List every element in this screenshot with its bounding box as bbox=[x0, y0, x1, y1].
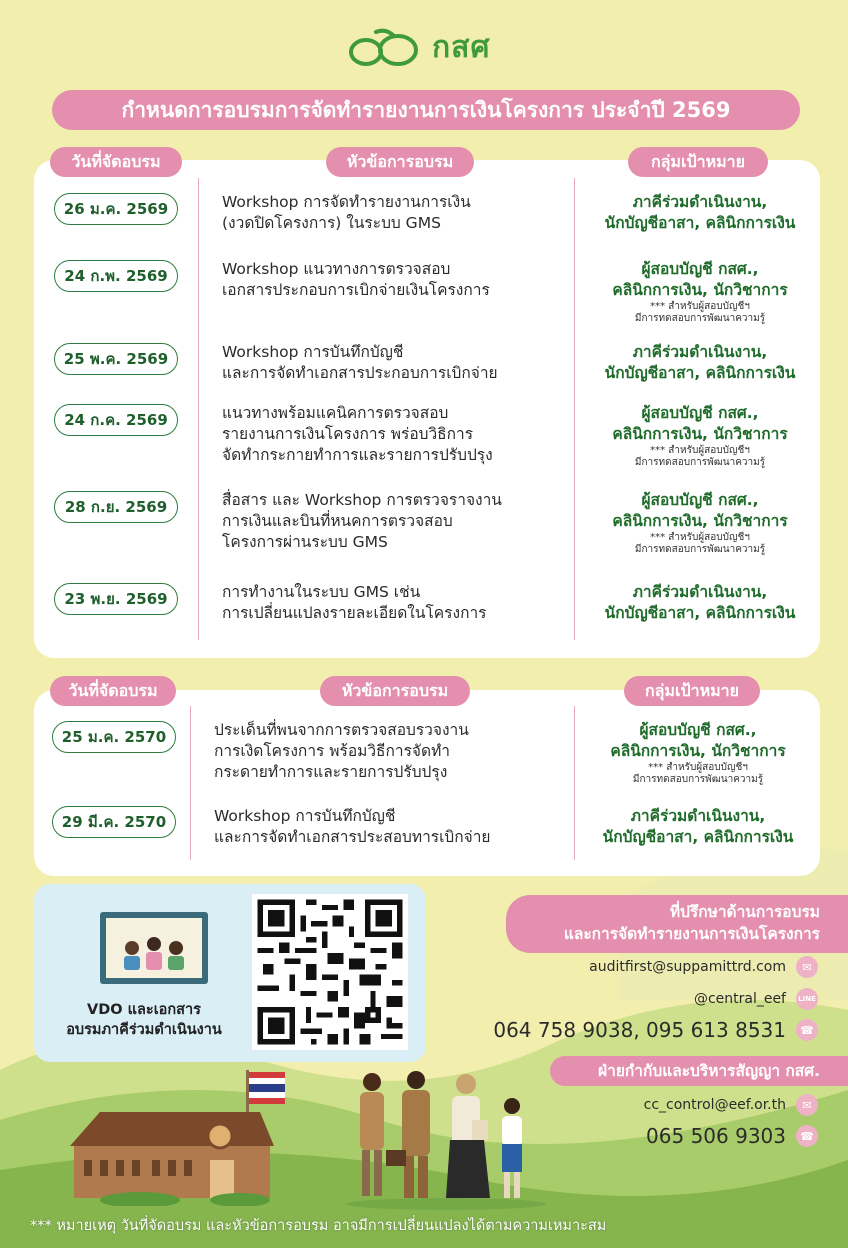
target-group bbox=[580, 342, 820, 384]
topic-line: Workshop การจัดทำรายงานการเงิน bbox=[222, 193, 471, 211]
target-note: *** สำหรับผู้สอบบัญชีฯ bbox=[650, 445, 750, 456]
target-line: ผู้สอบบัญชี กสศ., bbox=[641, 404, 759, 422]
contract-phone[interactable]: 065 506 9303 bbox=[646, 1124, 786, 1148]
topic-line: โครงการผ่านระบบ GMS bbox=[222, 533, 388, 551]
advisor-phone[interactable]: 064 758 9038, 095 613 8531 bbox=[493, 1018, 786, 1042]
header-target: กลุ่มเป้าหมาย bbox=[624, 676, 760, 706]
topic-line: การเงิดโครงการ พร้อมวิธีการจัดทำ bbox=[214, 742, 450, 760]
advisor-line-id[interactable]: @central_eef bbox=[693, 991, 786, 1007]
column-divider bbox=[574, 178, 575, 640]
target-group bbox=[580, 490, 820, 556]
training-date: 24 ก.ค. 2569 bbox=[54, 404, 178, 436]
training-topic bbox=[222, 192, 471, 234]
people-illustration bbox=[346, 1070, 556, 1210]
topic-line: แนวทางพร้อมแคนิคการตรวจสอบ bbox=[222, 404, 449, 422]
mail-icon: ✉ bbox=[796, 1094, 818, 1116]
footnote: *** หมายเหตุ วันที่จัดอบรม และหัวข้อการอบรม อาจมีการเปลี่ยนแปลงได้ตามความเหมาะสม bbox=[30, 1218, 607, 1234]
training-date: 29 มี.ค. 2570 bbox=[52, 806, 176, 838]
target-line: ภาคีร่วมดำเนินงาน, bbox=[632, 343, 768, 361]
contract-phone-row bbox=[646, 1124, 818, 1148]
topic-line: จัดทำกระกายทำการและรายการปรับปรุง bbox=[222, 446, 493, 464]
school-building-illustration bbox=[60, 1066, 300, 1206]
target-line: ภาคีร่วมดำเนินงาน, bbox=[632, 583, 768, 601]
phone-icon: ☎ bbox=[796, 1019, 818, 1041]
training-date: 25 ม.ค. 2570 bbox=[52, 721, 176, 753]
target-line: ผู้สอบบัญชี กสศ., bbox=[641, 491, 759, 509]
advisor-email[interactable]: auditfirst@suppamittrd.com bbox=[589, 959, 786, 975]
training-date: 26 ม.ค. 2569 bbox=[54, 193, 178, 225]
header-target: กลุ่มเป้าหมาย bbox=[628, 147, 768, 177]
topic-line: การทำงานในระบบ GMS เช่น bbox=[222, 583, 421, 601]
topic-line: รายงานการเงินโครงการ พร่อบวิธิการ bbox=[222, 425, 474, 443]
topic-line: และการจัดทำเอกสารประกอบการเบิกจ่าย bbox=[222, 364, 498, 382]
header-topic: หัวข้อการอบรม bbox=[320, 676, 470, 706]
training-topic bbox=[222, 259, 490, 301]
training-date: 25 พ.ค. 2569 bbox=[54, 343, 178, 375]
target-group bbox=[578, 720, 818, 786]
header-date: วันที่จัดอบรม bbox=[50, 676, 176, 706]
vdo-caption: VDO และเอกสาร อบรมภาคีร่วมดำเนินงาน bbox=[66, 1002, 222, 1038]
column-divider bbox=[198, 178, 199, 640]
training-date: 24 ก.พ. 2569 bbox=[54, 260, 178, 292]
target-line: คลินิกการเงิน, นักวิชาการ bbox=[612, 425, 788, 443]
training-date: 23 พ.ย. 2569 bbox=[54, 583, 178, 615]
topic-line: ประเด็นที่พนจากการตรวจสอบรวจงาน bbox=[214, 721, 469, 739]
phone-icon: ☎ bbox=[796, 1125, 818, 1147]
target-group bbox=[580, 259, 820, 325]
target-note: *** สำหรับผู้สอบบัญชีฯ bbox=[650, 532, 750, 543]
topic-line: Workshop แนวทางการตรวจสอบ bbox=[222, 260, 451, 278]
target-line: นักบัญชีอาสา, คลินิกการเงิน bbox=[602, 828, 794, 846]
target-line: ผู้สอบบัญชี กสศ., bbox=[641, 260, 759, 278]
training-topic bbox=[222, 403, 493, 466]
advisor-line-row bbox=[694, 988, 818, 1010]
topic-line: กระดายทำการและรายการปรับปรุง bbox=[214, 763, 448, 781]
training-topic bbox=[222, 490, 502, 553]
target-note: *** สำหรับผู้สอบบัญชีฯ bbox=[650, 301, 750, 312]
topic-line: การเปลี่ยนแปลงรายละเอียดในโครงการ bbox=[222, 604, 487, 622]
topic-line: เอกสารประกอบการเบิกจ่ายเงินโครงการ bbox=[222, 281, 490, 299]
target-note: มีการทดสอบการพัฒนาความรู้ bbox=[632, 774, 764, 785]
topic-line: และการจัดทำเอกสารประสอบทารเบิกจ่าย bbox=[214, 828, 491, 846]
target-line: คลินิกการเงิน, นักวิชาการ bbox=[612, 281, 788, 299]
training-topic bbox=[222, 582, 486, 624]
target-line: นักบัญชีอาสา, คลินิกการเงิน bbox=[604, 364, 796, 382]
column-divider bbox=[190, 706, 191, 860]
eef-logo bbox=[346, 24, 491, 71]
students-screen-icon bbox=[98, 910, 210, 990]
target-group bbox=[580, 582, 820, 624]
training-topic bbox=[222, 342, 498, 384]
line-app-icon: LINE bbox=[796, 988, 818, 1010]
target-line: คลินิกการเงิน, นักวิชาการ bbox=[610, 742, 786, 760]
training-date: 28 ก.ย. 2569 bbox=[54, 491, 178, 523]
target-line: ภาคีร่วมดำเนินงาน, bbox=[630, 807, 766, 825]
topic-line: Workshop การบันทึกบัญชี bbox=[214, 807, 396, 825]
topic-line: (งวดปิดโครงการ) ในระบบ GMS bbox=[222, 214, 441, 232]
target-group bbox=[578, 806, 818, 848]
contract-email-row bbox=[644, 1094, 818, 1116]
page-title: กำหนดการอบรมการจัดทำรายงานการเงินโครงการ ประจำปี 2569 bbox=[52, 90, 800, 130]
contract-email[interactable]: cc_control@eef.or.th bbox=[643, 1097, 786, 1113]
target-note: มีการทดสอบการพัฒนาความรู้ bbox=[634, 457, 766, 468]
target-group bbox=[580, 192, 820, 234]
training-topic bbox=[214, 806, 491, 848]
target-note: มีการทดสอบการพัฒนาความรู้ bbox=[634, 313, 766, 324]
topic-line: Workshop การบันทึกบัญชี bbox=[222, 343, 404, 361]
topic-line: สื่อสาร และ Workshop การตรวจราจงาน bbox=[222, 491, 502, 509]
topic-line: การเงินและบินที่หนคการตรวจสอบ bbox=[222, 512, 453, 530]
target-line: ผู้สอบบัญชี กสศ., bbox=[639, 721, 757, 739]
qr-code[interactable] bbox=[252, 894, 408, 1050]
advisor-email-row bbox=[589, 956, 818, 978]
target-line: ภาคีร่วมดำเนินงาน, bbox=[632, 193, 768, 211]
target-line: นักบัญชีอาสา, คลินิกการเงิน bbox=[604, 604, 796, 622]
mail-icon: ✉ bbox=[796, 956, 818, 978]
leaf-logo-icon bbox=[346, 26, 422, 70]
logo-text: กสศ bbox=[432, 30, 491, 65]
header-date: วันที่จัดอบรม bbox=[50, 147, 182, 177]
header-topic: หัวข้อการอบรม bbox=[326, 147, 474, 177]
advisor-phone-row bbox=[493, 1018, 818, 1042]
training-topic bbox=[214, 720, 469, 783]
target-note: *** สำหรับผู้สอบบัญชีฯ bbox=[648, 762, 748, 773]
target-line: นักบัญชีอาสา, คลินิกการเงิน bbox=[604, 214, 796, 232]
target-note: มีการทดสอบการพัฒนาความรู้ bbox=[634, 544, 766, 555]
advisor-heading: ที่ปรึกษาด้านการอบรม และการจัดทำรายงานการเงินโครงการ bbox=[506, 895, 848, 953]
target-line: คลินิกการเงิน, นักวิชาการ bbox=[612, 512, 788, 530]
column-divider bbox=[574, 706, 575, 860]
target-group bbox=[580, 403, 820, 469]
contract-heading: ฝ่ายกำกับและบริหารสัญญา กสศ. bbox=[550, 1056, 848, 1086]
